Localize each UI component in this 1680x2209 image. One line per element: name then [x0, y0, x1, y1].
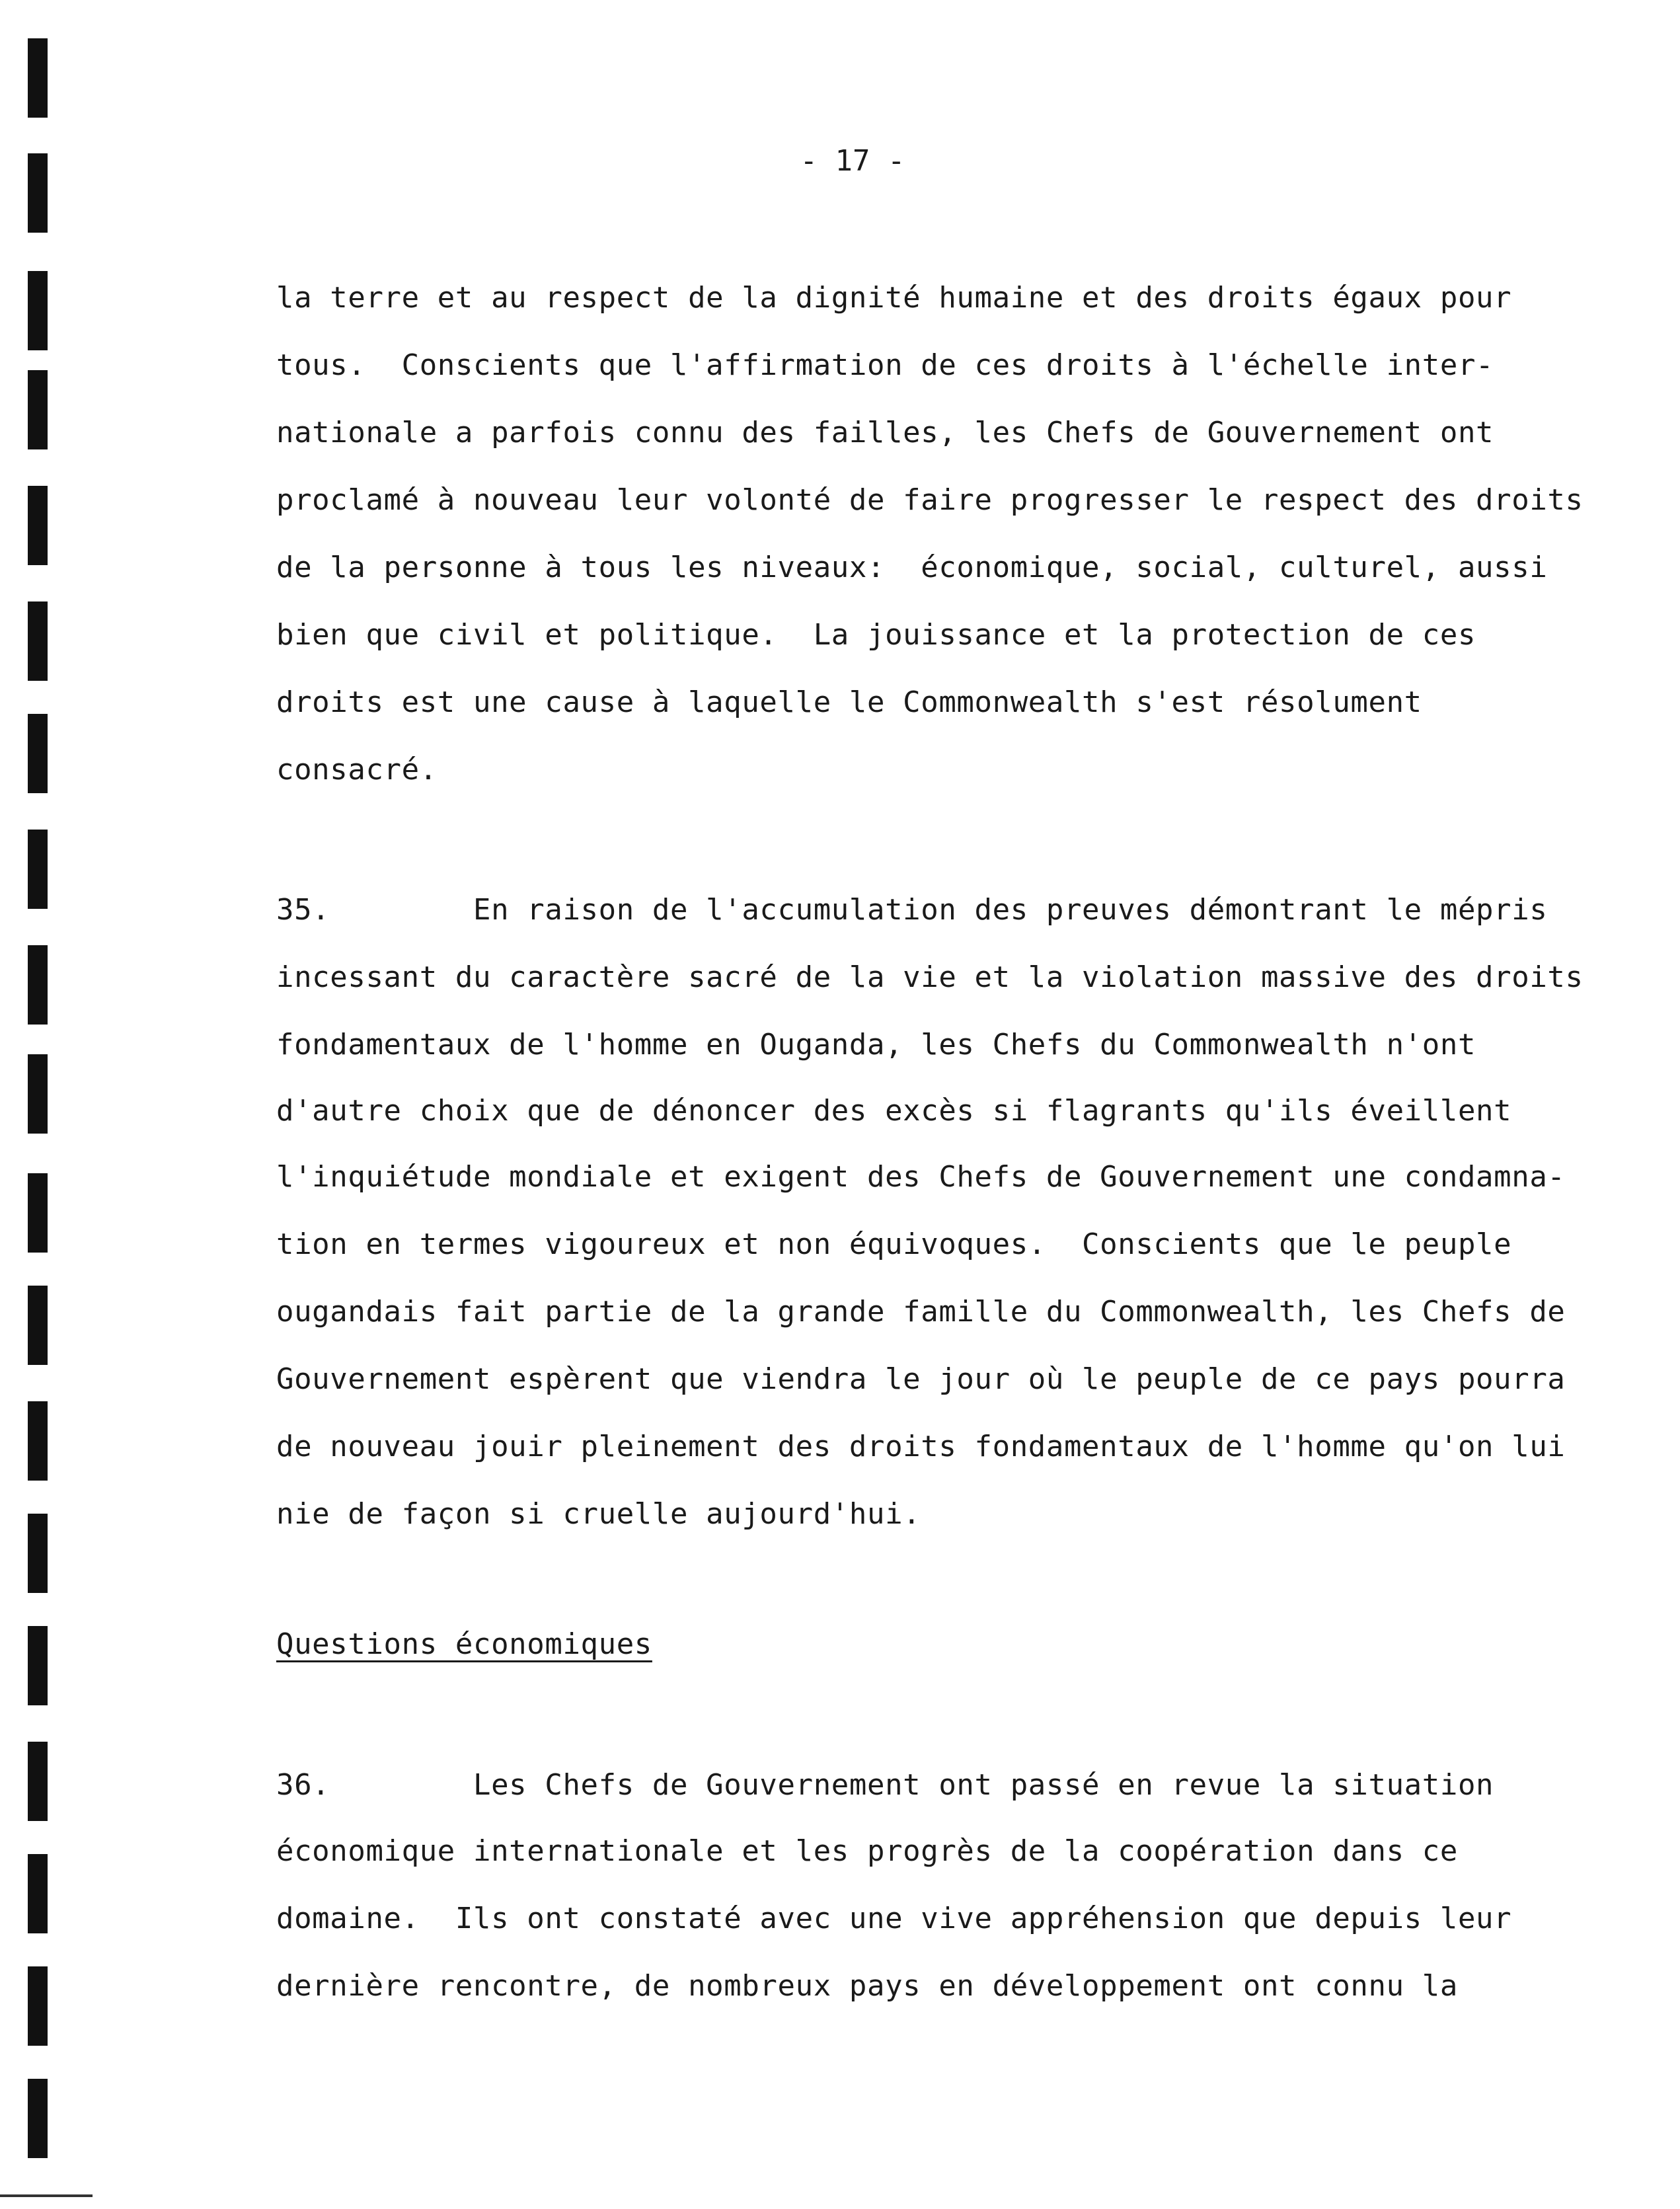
binding-mark	[28, 945, 48, 1025]
bottom-rule	[0, 2194, 93, 2197]
text-line: nie de façon si cruelle aujourd'hui.	[276, 1497, 921, 1531]
binding-mark	[28, 601, 48, 681]
binding-mark	[28, 714, 48, 793]
binding-mark	[28, 486, 48, 565]
text-line: 35. En raison de l'accumulation des preuves démontrant le mépris	[276, 893, 1548, 927]
binding-mark	[28, 38, 48, 118]
text-line: bien que civil et politique. La jouissance et la protection de ces	[276, 618, 1476, 652]
text-line: consacré.	[276, 753, 438, 787]
text-line: économique internationale et les progrès de la coopération dans ce	[276, 1834, 1458, 1868]
text-line: l'inquiétude mondiale et exigent des Chefs de Gouvernement une condamna-	[276, 1160, 1566, 1194]
text-line: ougandais fait partie de la grande famille du Commonwealth, les Chefs de	[276, 1295, 1566, 1329]
text-line: tous. Conscients que l'affirmation de ces droits à l'échelle inter-	[276, 348, 1494, 382]
page-number: - 17 -	[800, 144, 905, 178]
text-line: incessant du caractère sacré de la vie et la violation massive des droits	[276, 960, 1584, 994]
binding-mark	[28, 1286, 48, 1365]
text-line: droits est une cause à laquelle le Commonwealth s'est résolument	[276, 685, 1422, 719]
binding-mark	[28, 830, 48, 909]
text-line: nationale a parfois connu des failles, les Chefs de Gouvernement ont	[276, 416, 1494, 449]
binding-mark	[28, 2079, 48, 2158]
binding-mark	[28, 1626, 48, 1705]
text-line: proclamé à nouveau leur volonté de faire progresser le respect des droits	[276, 483, 1584, 517]
binding-strip	[28, 0, 48, 2209]
text-line: 36. Les Chefs de Gouvernement ont passé en revue la situation	[276, 1768, 1494, 1802]
text-line: la terre et au respect de la dignité humaine et des droits égaux pour	[276, 281, 1512, 315]
binding-mark	[28, 1173, 48, 1253]
text-line: domaine. Ils ont constaté avec une vive appréhension que depuis leur	[276, 1902, 1512, 1935]
section-heading: Questions économiques	[276, 1627, 652, 1661]
binding-mark	[28, 1854, 48, 1933]
binding-mark	[28, 1966, 48, 2046]
binding-mark	[28, 370, 48, 449]
binding-mark	[28, 1401, 48, 1481]
binding-mark	[28, 1054, 48, 1134]
text-line: d'autre choix que de dénoncer des excès si flagrants qu'ils éveillent	[276, 1094, 1512, 1128]
text-line: tion en termes vigoureux et non équivoques. Conscients que le peuple	[276, 1227, 1512, 1261]
text-line: de nouveau jouir pleinement des droits fondamentaux de l'homme qu'on lui	[276, 1430, 1566, 1463]
binding-mark	[28, 271, 48, 350]
text-line: fondamentaux de l'homme en Ouganda, les Chefs du Commonwealth n'ont	[276, 1028, 1476, 1062]
binding-mark	[28, 153, 48, 233]
text-line: Gouvernement espèrent que viendra le jour où le peuple de ce pays pourra	[276, 1362, 1566, 1396]
text-line: de la personne à tous les niveaux: économique, social, culturel, aussi	[276, 551, 1548, 584]
text-line: dernière rencontre, de nombreux pays en développement ont connu la	[276, 1969, 1458, 2003]
binding-mark	[28, 1514, 48, 1593]
binding-mark	[28, 1742, 48, 1821]
